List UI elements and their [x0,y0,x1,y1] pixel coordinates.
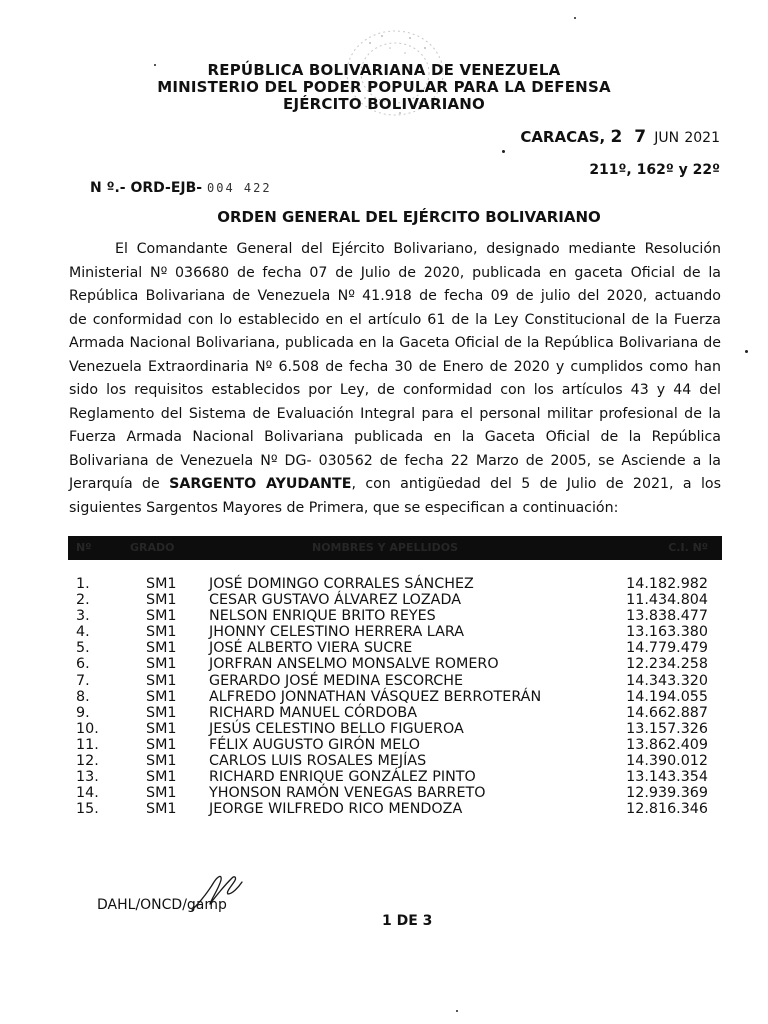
row-name: JEORGE WILFREDO RICO MENDOZA [209,801,463,818]
table-row [68,769,722,785]
row-rank: SM1 [146,785,177,802]
table-row [68,608,722,624]
body-line: Bolivariana de Venezuela Nº DG- 030562 de fecha 22 Marzo de 2005, se Asciende a la [69,452,721,469]
row-name: RICHARD MANUEL CÓRDOBA [209,704,417,721]
body-line [69,473,721,497]
row-name: JORFRAN ANSELMO MONSALVE ROMERO [209,656,499,673]
row-name: JOSÉ ALBERTO VIERA SUCRE [209,640,413,657]
row-rank: SM1 [146,704,177,721]
row-id-number: 13.143.354 [626,769,708,786]
row-name: JOSÉ DOMINGO CORRALES SÁNCHEZ [209,576,474,592]
table-header-bar [68,536,722,560]
row-rank: SM1 [146,640,177,657]
date-day: 2 7 [610,127,650,147]
row-name: ALFREDO JONNATHAN VÁSQUEZ BERROTERÁN [209,688,542,705]
table-row [68,785,722,801]
letterhead-line-3: EJÉRCITO BOLIVARIANO [283,95,485,113]
table-row [68,753,722,769]
reference-initials: DAHL/ONCD/gamp [97,897,227,913]
body-paragraph [69,238,721,520]
row-number: 4. [76,624,90,641]
row-number: 2. [76,592,90,609]
date-year: 2021 [684,130,720,146]
row-id-number: 13.838.477 [626,608,708,625]
row-rank: SM1 [146,608,177,625]
row-number: 8. [76,688,90,705]
body-line: siguientes Sargentos Mayores de Primera, que se especifican a continuación: [69,499,619,516]
row-number: 10. [76,720,99,737]
scan-speck [745,350,748,353]
table-row [68,705,722,721]
patriotic-years: 211º, 162º y 22º [589,162,720,178]
row-name: YHONSON RAMÓN VENEGAS BARRETO [209,785,486,802]
body-line: Ministerial Nº 036680 de fecha 07 de Julio de 2020, publicada en gaceta Oficial de la [69,264,721,281]
table-row [68,737,722,753]
body-line: de conformidad con lo establecido en el artículo 61 de la Ley Constitucional de la Fuerza [69,311,721,328]
row-id-number: 12.939.369 [626,785,708,802]
date-month: JUN [654,130,680,146]
date-city: CARACAS, [520,128,606,146]
row-name: NELSON ENRIQUE BRITO REYES [209,608,436,625]
row-number: 13. [76,769,99,786]
body-line: El Comandante General del Ejército Bolivariano, designado mediante Resolución [115,241,721,257]
promotion-list [68,576,722,817]
row-name: GERARDO JOSÉ MEDINA ESCORCHE [209,672,464,689]
row-rank: SM1 [146,769,177,786]
row-id-number: 14.182.982 [626,576,708,592]
row-name: RICHARD ENRIQUE GONZÁLEZ PINTO [209,769,476,786]
row-name: CESAR GUSTAVO ÁLVAREZ LOZADA [209,592,461,609]
row-rank: SM1 [146,576,177,592]
body-text: Jerarquía de [69,476,170,492]
row-number: 11. [76,736,99,753]
table-row [68,721,722,737]
row-id-number: 14.343.320 [626,672,708,689]
row-id-number: 14.194.055 [626,688,708,705]
scan-speck [456,1010,458,1012]
row-number: 9. [76,704,90,721]
row-rank: SM1 [146,624,177,641]
row-name: FÉLIX AUGUSTO GIRÓN MELO [209,736,420,753]
document-title: ORDEN GENERAL DEL EJÉRCITO BOLIVARIANO [217,208,601,226]
row-rank: SM1 [146,720,177,737]
row-id-number: 11.434.804 [626,592,708,609]
letterhead [0,62,768,113]
table-row [68,624,722,640]
table-row [68,576,722,592]
column-header-id: C.I. Nº [668,541,708,554]
body-line: Venezuela Extraordinaria Nº 6.508 de fecha 30 de Enero de 2020 y cumplidos como han [69,358,721,375]
place-and-date [520,127,720,147]
scan-speck [502,150,505,153]
order-number [90,180,272,196]
row-rank: SM1 [146,736,177,753]
row-rank: SM1 [146,753,177,770]
row-name: JESÚS CELESTINO BELLO FIGUEROA [209,720,464,737]
row-number: 14. [76,785,99,802]
row-id-number: 13.157.326 [626,720,708,737]
row-id-number: 14.390.012 [626,753,708,770]
table-row [68,689,722,705]
table-row [68,592,722,608]
row-rank: SM1 [146,656,177,673]
row-number: 6. [76,656,90,673]
row-number: 3. [76,608,90,625]
body-line: Fuerza Armada Nacional Bolivariana publicada en la Gaceta Oficial de la República [69,429,721,445]
table-row [68,640,722,656]
body-line: Reglamento del Sistema de Evaluación Integral para el personal militar profesional de la [69,405,721,422]
scan-speck [574,17,576,19]
body-line: sido los requisitos establecidos por Ley, de conformidad con los artículos 43 y 44 del [69,382,721,398]
table-row [68,673,722,689]
order-number-prefix: N º.- ORD-EJB- [90,180,203,196]
table-row [68,656,722,672]
row-rank: SM1 [146,801,177,818]
order-number-stamp: 004 422 [207,181,272,195]
row-number: 12. [76,753,99,770]
row-number: 15. [76,801,99,818]
table-row [68,801,722,817]
column-header-name: NOMBRES Y APELLIDOS [312,541,459,554]
row-name: JHONNY CELESTINO HERRERA LARA [209,624,464,641]
row-id-number: 12.816.346 [626,801,708,818]
row-id-number: 13.163.380 [626,624,708,641]
row-number: 5. [76,640,90,657]
page-number: 1 DE 3 [382,913,433,929]
letterhead-line-2: MINISTERIO DEL PODER POPULAR PARA LA DEFENSA [157,78,611,96]
row-id-number: 12.234.258 [626,656,708,673]
row-name: CARLOS LUIS ROSALES MEJÍAS [209,753,427,770]
row-id-number: 14.662.887 [626,704,708,721]
body-line: República Bolivariana de Venezuela Nº 41.918 de fecha 09 de julio del 2020, actuando [69,288,721,304]
body-line: Armada Nacional Bolivariana, publicada en la Gaceta Oficial de la República Bolivariana de [69,335,721,351]
row-rank: SM1 [146,592,177,609]
row-rank: SM1 [146,688,177,705]
row-number: 7. [76,672,90,689]
row-id-number: 14.779.479 [626,640,708,657]
column-header-rank: GRADO [130,541,175,554]
letterhead-line-1: REPÚBLICA BOLIVARIANA DE VENEZUELA [207,61,561,79]
row-rank: SM1 [146,672,177,689]
body-text: , con antigüedad del 5 de Julio de 2021, a los [351,476,721,492]
row-number: 1. [76,576,90,592]
rank-highlight: SARGENTO AYUDANTE [169,476,352,492]
scan-speck [154,64,156,66]
column-header-number: Nº [76,541,92,554]
row-id-number: 13.862.409 [626,736,708,753]
